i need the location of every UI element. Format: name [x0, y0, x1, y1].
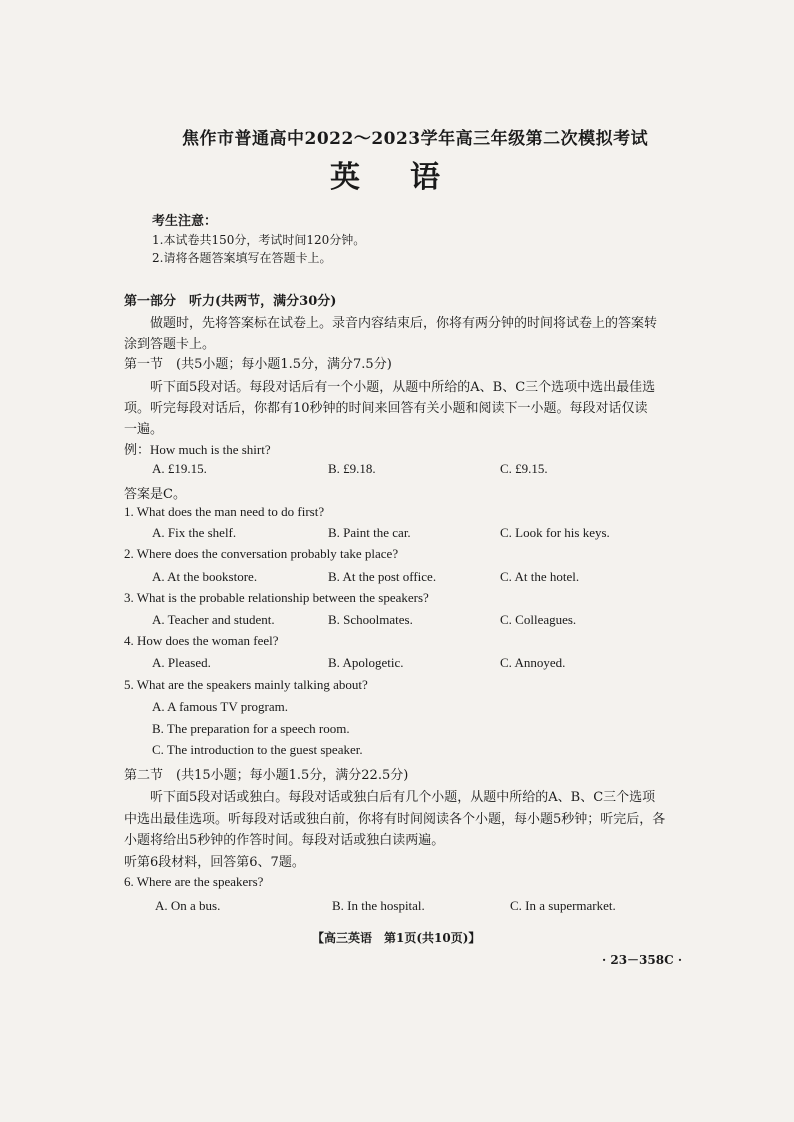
option-c: C. Annoyed. [500, 655, 566, 670]
section2-instruction: 中选出最佳选项。听每段对话或独白前，你将有时间阅读各个小题，每小题5秒钟；听完后，各 [124, 812, 666, 827]
option-b: B. Paint the car. [328, 525, 411, 540]
option-b: B. Apologetic. [328, 655, 404, 670]
section1-instruction: 项。听完每段对话后，你都有10秒钟的时间来回答有关小题和阅读下一小题。每段对话仅读 [124, 401, 648, 416]
part1-instruction: 涂到答题卡上。 [124, 337, 216, 352]
exam-title: 焦作市普通高中2022～2023学年高三年级第二次模拟考试 [182, 129, 649, 149]
question-2: 2. Where does the conversation probably take place? [124, 546, 399, 561]
notice-item: 1.本试卷共150分，考试时间120分钟。 [152, 233, 366, 247]
question-3: 3. What is the probable relationship between the speakers? [124, 590, 429, 605]
section2-instruction: 小题将给出5秒钟的作答时间。每段对话或独白读两遍。 [124, 833, 445, 848]
question-5: 5. What are the speakers mainly talking about? [124, 677, 368, 692]
subject-title: 英语 [330, 160, 490, 195]
section2-instruction: 听下面5段对话或独白。每段对话或独白后有几个小题，从题中所给的A、B、C三个选项 [150, 790, 656, 805]
option-b: B. The preparation for a speech room. [152, 721, 350, 736]
part1-instruction: 做题时，先将答案标在试卷上。录音内容结束后，你将有两分钟的时间将试卷上的答案转 [150, 316, 658, 331]
notice-item: 2.请将各题答案填写在答题卡上。 [152, 251, 332, 265]
part1-heading: 第一部分 听力(共两节，满分30分) [124, 294, 337, 309]
example-question: 例：How much is the shirt? [124, 442, 271, 457]
section2-heading: 第二节 (共15小题；每小题1.5分，满分22.5分) [124, 768, 409, 783]
question-1: 1. What does the man need to do first? [124, 504, 325, 519]
example-answer: 答案是C。 [124, 487, 186, 502]
page-code: · 23－358C · [602, 953, 683, 967]
option-a: A. Pleased. [152, 655, 211, 670]
option-c: C. Colleagues. [500, 612, 577, 627]
material-label: 听第6段材料，回答第6、7题。 [124, 855, 305, 870]
option-c: C. At the hotel. [500, 569, 580, 584]
option-a: A. A famous TV program. [152, 699, 289, 714]
option-a: A. At the bookstore. [152, 569, 258, 584]
option-c: C. The introduction to the guest speaker. [152, 742, 363, 757]
page-footer-label: 【高三英语 第1页(共10页)】 [312, 931, 481, 945]
option-b: B. In the hospital. [332, 898, 425, 913]
option-a: A. Teacher and student. [152, 612, 275, 627]
example-option-c: C. £9.15. [500, 461, 548, 476]
question-6: 6. Where are the speakers? [124, 874, 264, 889]
option-b: B. At the post office. [328, 569, 437, 584]
example-option-a: A. £19.15. [152, 461, 207, 476]
question-4: 4. How does the woman feel? [124, 633, 279, 648]
option-a: A. On a bus. [155, 898, 221, 913]
example-option-b: B. £9.18. [328, 461, 376, 476]
section1-heading: 第一节 (共5小题；每小题1.5分，满分7.5分) [124, 357, 392, 372]
option-b: B. Schoolmates. [328, 612, 413, 627]
option-c: C. Look for his keys. [500, 525, 610, 540]
section1-instruction: 一遍。 [124, 422, 164, 437]
option-a: A. Fix the shelf. [152, 525, 237, 540]
section1-instruction: 听下面5段对话。每段对话后有一个小题，从题中所给的A、B、C三个选项中选出最佳选 [150, 380, 656, 395]
notice-heading: 考生注意： [152, 214, 218, 229]
option-c: C. In a supermarket. [510, 898, 616, 913]
